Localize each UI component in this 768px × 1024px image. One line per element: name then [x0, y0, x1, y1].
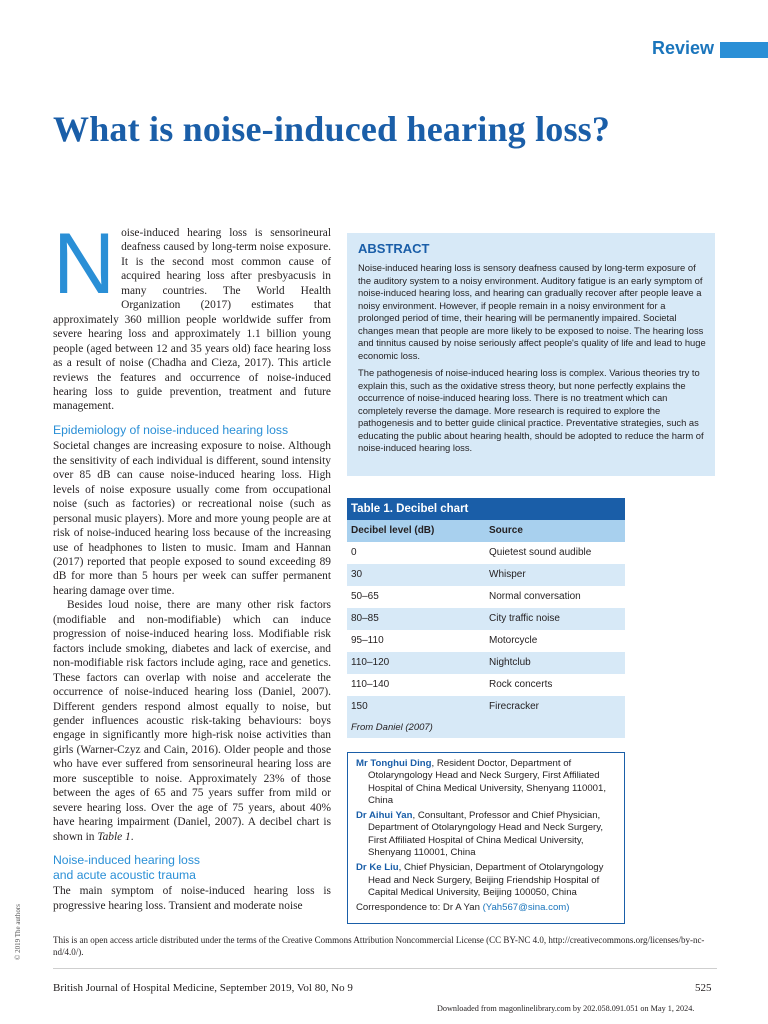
table-cell-decibel: 80–85 [351, 613, 379, 624]
author-entry [356, 862, 618, 899]
correspondence-email-link[interactable]: (Yah567@sina.com) [482, 902, 570, 914]
table-row [347, 674, 625, 696]
table-row [347, 564, 625, 586]
table-cell-source: City traffic noise [489, 613, 560, 624]
table-cell-decibel: 110–120 [351, 657, 390, 668]
table-row [347, 696, 625, 718]
table-cell-decibel: 95–110 [351, 635, 384, 646]
table-row [347, 630, 625, 652]
correspondence-label: Correspondence to: Dr A Yan [356, 902, 483, 914]
table-cell-source: Motorcycle [489, 635, 538, 646]
abstract-box [347, 233, 715, 476]
download-note: Downloaded from magonlinelibrary.com by 202.058.091.051 on May 1, 2024. [437, 1004, 695, 1013]
intro-text: oise-induced hearing loss is sensorineural deafness caused by long-term noise exposure. It is the second most common cause of acquired hearing loss after presbyacusis in many countries. The World Health Organization (2017) estimates that approximately 360 million people worldwide suffer from severe hearing loss and approximately 1.1 billion young people (aged between 12 and 35 years old) face hearing loss as a result of noise (Chadha and Cieza, 2017). This article reviews the features and occurrence of noise-induced hearing loss to guide prevention, treatment and future management. [53, 227, 331, 413]
author-details: , Chief Physician, Department of Otolaryngology Head and Neck Surgery, Beijing Friendship Hospital of Capital Medical University, Beijing 100050, China [368, 862, 604, 898]
table-row [347, 608, 625, 630]
drop-cap: N [53, 216, 116, 312]
table-header-source: Source [489, 525, 523, 536]
section-label-bar [720, 42, 768, 58]
section-heading-acoustic-trauma [53, 853, 331, 882]
table-cell-decibel: 30 [351, 569, 363, 580]
correspondence [356, 902, 618, 914]
section-label: Review [652, 38, 715, 58]
table-cell-decibel: 110–140 [351, 679, 390, 690]
table-header-decibel: Decibel level (dB) [351, 525, 435, 536]
section-heading-line-2: and acute acoustic trauma [53, 867, 196, 882]
epidemiology-paragraph-2-end: . [130, 830, 134, 843]
author-info-box [347, 752, 625, 924]
table-cell-source: Quietest sound audible [489, 547, 592, 558]
copyright-side-note: © 2019 The authors [14, 904, 22, 960]
body-column-left [53, 216, 331, 913]
table-row [347, 586, 625, 608]
epidemiology-paragraph-2-text: Besides loud noise, there are many other risk factors (modifiable and non-modifiable) which can induce progression of noise-induced hearing loss. Modifiable risk factors include smoking, diabetes and lack of exercise, and non-modifiable risk factors include aging, race and genetics. These factors can overlap with noise and accelerate the occurrence of noise-induced hearing loss (Daniel, 2007). Different genders respond almost equally to noise, but gender influences acoustic risk-taking behaviours: boys engage in significantly more high-risk noise activities than girls (Warner-Czyz and Cain, 2016). Older people and those who have ever suffered from sensorineural hearing loss are more susceptible to noise. Approximately 23% of those between the ages of 65 and 75 years suffer from mild or severe hearing loss. Over the age of 75 years, about 40% have hearing impairment (Daniel, 2007). A decibel chart is shown in [53, 599, 331, 843]
author-entry [356, 758, 618, 807]
author-details: , Consultant, Professor and Chief Physician, Department of Otolaryngology Head and Neck Surgery, First Affiliated Hospital of China Medical University, Shenyang 110001, China [368, 810, 603, 859]
page-number: 525 [695, 982, 712, 994]
decibel-table [347, 498, 625, 738]
section-heading-line-1: Noise-induced hearing loss [53, 853, 201, 868]
table-reference: Table 1 [97, 830, 131, 843]
author-name: Dr Aihui Yan [356, 810, 413, 822]
author-entry [356, 810, 618, 859]
table-cell-decibel: 50–65 [351, 591, 379, 602]
table-title: Table 1. Decibel chart [347, 498, 625, 520]
table-row [347, 542, 625, 564]
table-cell-source: Whisper [489, 569, 526, 580]
table-cell-decibel: 0 [351, 547, 357, 558]
table-cell-source: Normal conversation [489, 591, 581, 602]
article-title: What is noise-induced hearing loss? [53, 109, 611, 149]
footer-divider [53, 968, 717, 969]
section-heading-epidemiology: Epidemiology of noise-induced hearing loss [53, 422, 289, 437]
table-cell-source: Rock concerts [489, 679, 553, 690]
author-name: Dr Ke Liu [356, 862, 399, 874]
table-source-note: From Daniel (2007) [347, 718, 625, 738]
table-cell-source: Firecracker [489, 701, 540, 712]
epidemiology-paragraph-2 [53, 598, 331, 844]
abstract-paragraph-2: The pathogenesis of noise-induced hearing loss is complex. Various theories try to explain this, such as the oxidative stress theory, but none perfectly explains the occurrence of noise-induced hearing loss. There is no treatment which can completely reverse the damage. More research is required to explore the pathogenesis and to better guide clinical practice. Preventative strategies, such as educating the public about hearing health, should be adopted to reduce the harm of noise-induced hearing loss. [358, 367, 704, 453]
intro-paragraph [53, 216, 331, 414]
table-row [347, 652, 625, 674]
license-note: This is an open access article distributed under the terms of the Creative Commons Attribution Noncommercial License (CC BY-NC 4.0, http://creativecommons.org/licenses/by-nc-nd/4.0/). [53, 935, 705, 957]
table-cell-decibel: 150 [351, 701, 368, 712]
journal-citation: British Journal of Hospital Medicine, September 2019, Vol 80, No 9 [53, 982, 353, 994]
acoustic-trauma-paragraph-1: The main symptom of noise-induced hearing loss is progressive hearing loss. Transient and moderate noise [53, 885, 331, 912]
abstract-heading: ABSTRACT [358, 241, 430, 256]
table-cell-source: Nightclub [489, 657, 531, 668]
author-name: Mr Tonghui Ding [356, 758, 432, 769]
table-header-row [347, 520, 625, 542]
epidemiology-paragraph-1: Societal changes are increasing exposure to noise. Although the sensitivity of each individual is different, sound intensity over 85 dB can cause noise-induced hearing loss. High levels of noise exposure usually come from occupational noise (such as factories) or recreational noise (such as personal music players). More and more young people are at risk of noise-induced hearing loss because of the increasing use of headphones to listen to music. Imam and Hannan (2017) reported that people exposed to sound exceeding 89 dB for more than 5 hours per week can suffer permanent hearing damage over time. [53, 440, 331, 597]
abstract-paragraph-1: Noise-induced hearing loss is sensory deafness caused by long-term exposure of the auditory system to a noisy environment. Auditory fatigue is an early symptom of noise-induced hearing loss, and hearing can gradually recover after people leave a noisy environment. However, if people remain in a noisy environment for a prolonged period of time, their hearing will be permanently impaired. Societal changes mean that people are more likely to be exposed to noise. The hearing loss and tinnitus caused by noise seriously affect people's quality of life and lead to huge economic loss. [358, 262, 706, 361]
author-details: , Resident Doctor, Department of Otolaryngology Head and Neck Surgery, First Affiliated Hospital of China Medical University, Shenyang 110001, China [368, 758, 607, 806]
